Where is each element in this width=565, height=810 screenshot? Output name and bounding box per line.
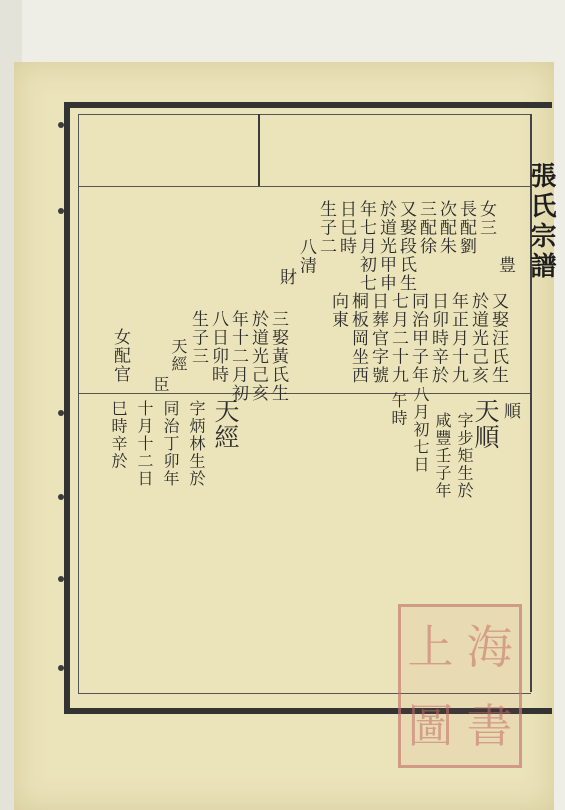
seal-char: 書 xyxy=(466,698,513,753)
text-column: 八日卯時 xyxy=(208,310,228,384)
text-column: 三配徐 xyxy=(416,200,436,256)
text-column: 女配官 xyxy=(110,328,130,384)
text-column: 午時 xyxy=(389,392,408,427)
library-seal xyxy=(398,604,522,768)
text-column: 年七月初七 xyxy=(356,200,376,293)
text-column: 臣 xyxy=(151,376,170,394)
person-name: 天經 xyxy=(211,398,240,450)
text-column: 年十二月初 xyxy=(228,310,248,403)
text-column: 財 xyxy=(276,268,296,287)
text-column: 向東 xyxy=(328,292,348,329)
person-name: 天順 xyxy=(471,398,500,450)
text-column: 八清 xyxy=(296,238,316,275)
text-column: 次配朱 xyxy=(436,200,456,256)
text-column: 七月二十九 xyxy=(388,292,408,385)
text-column: 女三 xyxy=(476,200,496,237)
text-column: 長配劉 xyxy=(456,200,476,256)
text-column: 八月初七日 xyxy=(411,386,430,474)
text-column: 天經 xyxy=(169,338,188,373)
text-column: 又娶段氏生 xyxy=(396,200,416,293)
text-column: 日卯時辛於 xyxy=(428,292,448,385)
text-column: 三娶黃氏生 xyxy=(268,310,288,403)
text-column: 巳時辛於 xyxy=(109,400,128,470)
text-column: 十月十二日 xyxy=(135,400,154,488)
text-column: 於道光甲申 xyxy=(376,200,396,293)
generation-rule xyxy=(258,114,260,186)
text-column: 同治丁卯年 xyxy=(161,400,180,488)
text-column: 生子二 xyxy=(316,200,336,256)
text-column: 日巳時 xyxy=(336,200,356,256)
generation-marker: 豊 xyxy=(495,256,515,275)
text-column: 桐板岡坐西 xyxy=(348,292,368,385)
middle-rule xyxy=(79,393,530,394)
text-column: 年正月十九 xyxy=(448,292,468,385)
text-column: 於道光己亥 xyxy=(468,292,488,385)
text-column: 順 xyxy=(500,402,520,421)
text-column: 字步矩生於 xyxy=(455,412,474,500)
text-column: 咸豐壬子年 xyxy=(433,412,452,500)
text-column: 字炳林生於 xyxy=(187,400,206,488)
text-column: 日葬官字號 xyxy=(368,292,388,385)
genealogy-title: 張氏宗譜 xyxy=(526,162,556,282)
seal-char: 圖 xyxy=(407,698,454,753)
text-column: 於道光己亥 xyxy=(248,310,268,403)
seal-char: 海 xyxy=(466,619,513,674)
text-column: 生子三 xyxy=(188,310,208,366)
top-rule xyxy=(79,186,530,187)
text-column: 同治甲子年 xyxy=(408,292,428,385)
seal-char: 上 xyxy=(407,619,454,674)
text-column: 又娶汪氏生 xyxy=(488,292,508,385)
